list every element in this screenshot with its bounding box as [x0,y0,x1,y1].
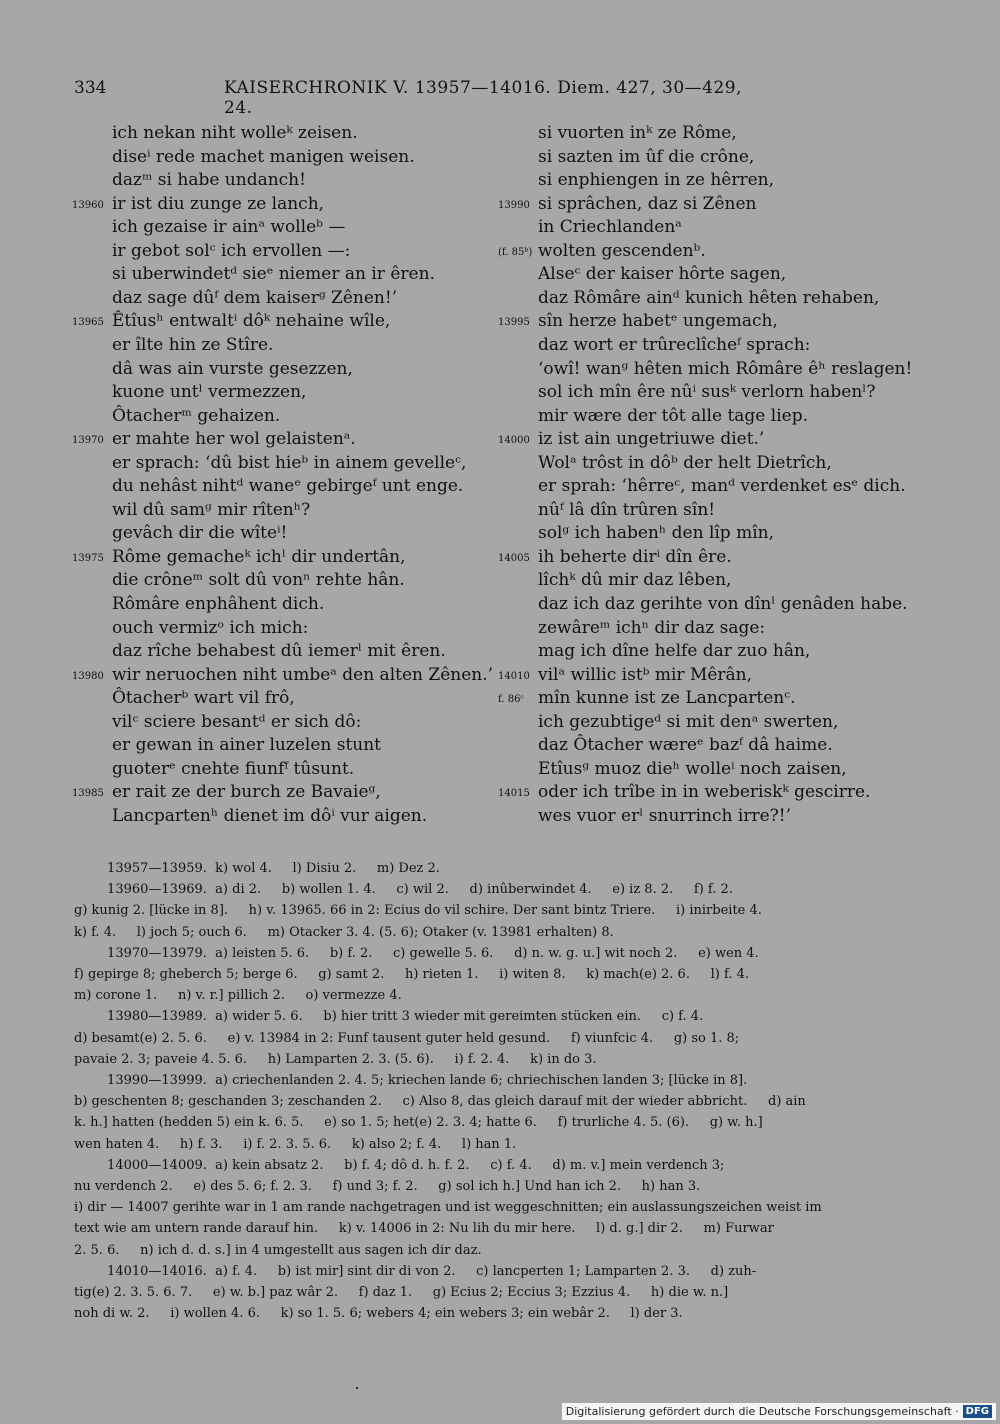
apparatus-line: 14010—14016. a) f. 4. b) ist mir] sint dir di von 2. c) lancperten 1; Lamparten 2. 3. d) zuh- [74,1263,757,1279]
apparatus-line: d) besamt(e) 2. 5. 6. e) v. 13984 in 2: Funf tausent guter held gesund. f) viunfcic 4. g) so 1. 8; [74,1030,740,1046]
verse-line: si uberwindetᵈ sieᵉ niemer an ir êren. [112,264,435,285]
verse-line: daz ich daz gerihte von dînˡ genâden habe. [538,594,908,614]
verse-line: Ôtacherᵐ gehaizen. [112,405,281,426]
apparatus-line: 13960—13969. a) di 2. b) wollen 1. 4. c) wil 2. d) inûberwindet 4. e) iz 8. 2. f) f. 2. [74,882,733,898]
verse-line: wil dû samᵍ mir rîtenʰ? [112,499,311,520]
verse-line: Lancpartenʰ dienet im dôⁱ vur aigen. [112,805,428,826]
verse-line: Ôtacherᵇ wart vil frô, [112,688,295,709]
verse-line: lîchᵏ dû mir daz lêben, [538,570,732,591]
apparatus-line: nu verdench 2. e) des 5. 6; f. 2. 3. f) und 3; f. 2. g) sol ich h.] Und han ich 2. h) han 3. [74,1179,701,1194]
verse-line: Rôme gemacheᵏ ichˡ dir undertân, [112,546,406,567]
apparatus-line: k) f. 4. l) joch 5; ouch 6. m) Otacker 3. 4. (5. 6); Otaker (v. 13981 erhalten) 8. [74,924,614,940]
verse-line: iz ist ain ungetriuwe diet.’ [538,429,765,450]
verse-line: Wolᵃ trôst in dôᵇ der helt Dietrîch, [538,452,832,473]
verse-line: kuone untˡ vermezzen, [112,382,307,403]
verse-line: daz Rômâre ainᵈ kunich hêten rehaben, [538,287,880,308]
line-number: 14000 [498,435,530,447]
verse-line: si sprâchen, daz si Zênen [538,193,757,214]
verse-line: Etîusᵍ muoz dieʰ wolleⁱ noch zaisen, [538,758,847,779]
apparatus-line: wen haten 4. h) f. 3. i) f. 2. 3. 5. 6. k) also 2; f. 4. l) han 1. [74,1136,517,1152]
verse-line: ich gezubtigeᵈ si mit denᵃ swerten, [538,711,839,732]
verse-line: solᵍ ich habenʰ den lîp mîn, [538,523,775,544]
apparatus-line: m) corone 1. n) v. r.] pillich 2. o) vermezze 4. [74,988,402,1004]
verse-line: er mahte her wol gelaistenᵃ. [112,429,356,450]
verse-line: Alseᶜ der kaiser hôrte sagen, [538,264,787,285]
line-number: 13975 [72,552,104,564]
line-number: 13960 [72,199,104,211]
line-number: 14005 [498,552,530,564]
verse-line: dazᵐ si habe undanch! [112,170,306,191]
verse-line: ir ist diu zunge ze lanch, [112,193,325,214]
verse-line: gevâch dir die wîteⁱ! [112,523,288,544]
verse-line: Rômâre enphâhent dich. [112,594,325,614]
apparatus-line: 14000—14009. a) kein absatz 2. b) f. 4; dô d. h. f. 2. c) f. 4. d) m. v.] mein verdench 3; [74,1157,725,1173]
verse-line: daz rîche behabest dû iemerˡ mit êren. [112,641,446,662]
verse-line: oder ich trîbe in in weberiskᵏ gescirre. [538,782,871,803]
verse-line: nûᶠ lâ dîn trûren sîn! [538,499,716,520]
verse-line: die crôneᵐ solt dû vonⁿ rehte hân. [112,570,405,591]
verse-line: Êtîusʰ entwaltⁱ dôᵏ nehaine wîle, [112,311,391,332]
verse-line: diseⁱ rede machet manigen weisen. [112,146,415,167]
line-number: 13990 [498,199,530,211]
apparatus-line: 13957—13959. k) wol 4. l) Disiu 2. m) Dez 2. [74,861,440,876]
verse-line: er rait ze der burch ze Bavaieᵍ, [112,782,381,803]
verse-line: si vuorten inᵏ ze Rôme, [538,123,737,143]
verse-line: wolten gescendenᵇ. [538,240,706,261]
verse-line: daz sage dûᶠ dem kaiserᵍ Zênen!’ [112,287,398,308]
verse-line: si sazten im ûf die crône, [538,146,755,167]
verse-line: er sprah: ‘hêrreᶜ, manᵈ verdenket esᵉ dich. [538,476,906,497]
line-number: 13980 [72,670,104,682]
line-number: 13995 [498,317,530,329]
apparatus-line: 13970—13979. a) leisten 5. 6. b) f. 2. c) gewelle 5. 6. d) n. w. g. u.] wit noch 2. e) wen 4. [74,945,759,961]
apparatus-line: k. h.] hatten (hedden 5) ein k. 6. 5. e) so 1. 5; het(e) 2. 3. 4; hatte 6. f) trurliche 4. 5. (6). g) w. h.] [74,1115,763,1131]
apparatus-line: g) kunig 2. [lücke in 8]. h) v. 13965. 66 in 2: Ecius do vil schire. Der sant bintz Triere. i) inirbeite 4. [74,903,762,919]
verse-line: du nehâst nihtᵈ waneᵉ gebirgeᶠ unt enge. [112,476,464,497]
verse-line: in Criechlandenᵃ [538,217,682,238]
line-number: 14015 [498,788,530,800]
verse-line: ich nekan niht wolleᵏ zeisen. [112,123,358,143]
verse-line: wir neruochen niht umbeᵃ den alten Zênen.’ [112,664,494,685]
verse-line: dâ was ain vurste gesezzen, [112,358,353,379]
verse-line: er sprach: ‘dû bist hieᵇ in ainem gevelleᶜ, [112,452,467,473]
credit-text: Digitalisierung gefördert durch die Deutsche Forschungsgemeinschaft · [565,1405,959,1418]
verse-line: daz Ôtacher wæreᵉ bazᶠ dâ haime. [538,735,833,756]
verse-line: zewâreᵐ ichⁿ dir daz sage: [538,617,766,638]
page-mark [356,1387,358,1389]
line-number: 13985 [72,788,104,800]
running-title: KAISERCHRONIK V. 13957—14016. Diem. 427, 30—429, 24. [224,78,742,118]
apparatus-line: 2. 5. 6. n) ich d. d. s.] in 4 umgestellt aus sagen ich dir daz. [74,1242,482,1258]
verse-line: wes vuor erˡ snurrinch irre?!’ [538,805,792,826]
apparatus-line: tig(e) 2. 3. 5. 6. 7. e) w. b.] paz wâr 2. f) daz 1. g) Ecius 2; Eccius 3; Ezzius 4. h) die w. n.] [74,1285,729,1300]
page-number: 334 [74,78,107,98]
verse-line: guoterᵉ cnehte fiunfᶠ tûsunt. [112,758,355,779]
apparatus-line: 13990—13999. a) criechenlanden 2. 4. 5; kriechen lande 6; chriechischen landen 3; [lücke in 8]. [74,1073,748,1088]
apparatus-line: i) dir — 14007 gerihte war in 1 am rande nachgetragen und ist weggeschnitten; ein auslassungszeichen weist im [74,1200,822,1216]
digitization-credit [562,1403,996,1420]
apparatus-line: text wie am untern rande darauf hin. k) v. 14006 in 2: Nu lih du mir here. l) d. g.] dir 2. m) Furwar [74,1221,774,1237]
line-number: f. 86ᶜ [498,694,524,706]
apparatus-line: f) gepirge 8; gheberch 5; berge 6. g) samt 2. h) rieten 1. i) witen 8. k) mach(e) 2. 6. l) f. 4. [74,967,750,982]
line-number: (f. 85ᵇ) [498,246,533,258]
verse-line: ‘owî! wanᵍ hêten mich Rômâre êʰ reslagen! [538,358,913,379]
verse-line: ih beherte dirⁱ dîn êre. [538,546,732,567]
verse-line: si enphiengen in ze hêrren, [538,170,775,191]
verse-line: er gewan in ainer luzelen stunt [112,735,382,756]
verse-line: ouch vermizᵒ ich mich: [112,617,309,638]
running-header [74,78,764,118]
verse-line: mir wære der tôt alle tage liep. [538,405,808,426]
apparatus-line: 13980—13989. a) wider 5. 6. b) hier tritt 3 wieder mit gereimten stücken ein. c) f. 4. [74,1009,704,1025]
verse-line: vilᵃ willic istᵇ mir Mêrân, [538,664,753,685]
apparatus-line: b) geschenten 8; geschanden 3; zeschanden 2. c) Also 8, das gleich darauf mit der wieder abbricht. d) ain [74,1094,806,1110]
verse-line: ir gebot solᶜ ich ervollen —: [112,240,351,261]
verse-line: vilᶜ sciere besantᵈ er sich dô: [112,711,362,732]
dfg-logo: DFG [963,1405,992,1418]
line-number: 13970 [72,435,104,447]
verse-line: mîn kunne ist ze Lancpartenᶜ. [538,688,796,709]
verse-line: sîn herze habetᵉ ungemach, [538,311,778,332]
verse-line: mag ich dîne helfe dar zuo hân, [538,641,811,662]
verse-line: er îlte hin ze Stîre. [112,334,274,355]
line-number: 13965 [72,317,104,329]
apparatus-line: pavaie 2. 3; paveie 4. 5. 6. h) Lamparten 2. 3. (5. 6). i) f. 2. 4. k) in do 3. [74,1051,597,1067]
verse-line: sol ich mîn êre nûⁱ susᵏ verlorn habenˡ? [538,382,876,403]
verse-line: ich gezaise ir ainᵃ wolleᵇ — [112,217,346,238]
apparatus-line: noh di w. 2. i) wollen 4. 6. k) so 1. 5. 6; webers 4; ein webers 3; ein webâr 2. l) der 3. [74,1306,683,1322]
verse-line: daz wort er trûreclîcheᶠ sprach: [538,334,811,355]
line-number: 14010 [498,670,530,682]
